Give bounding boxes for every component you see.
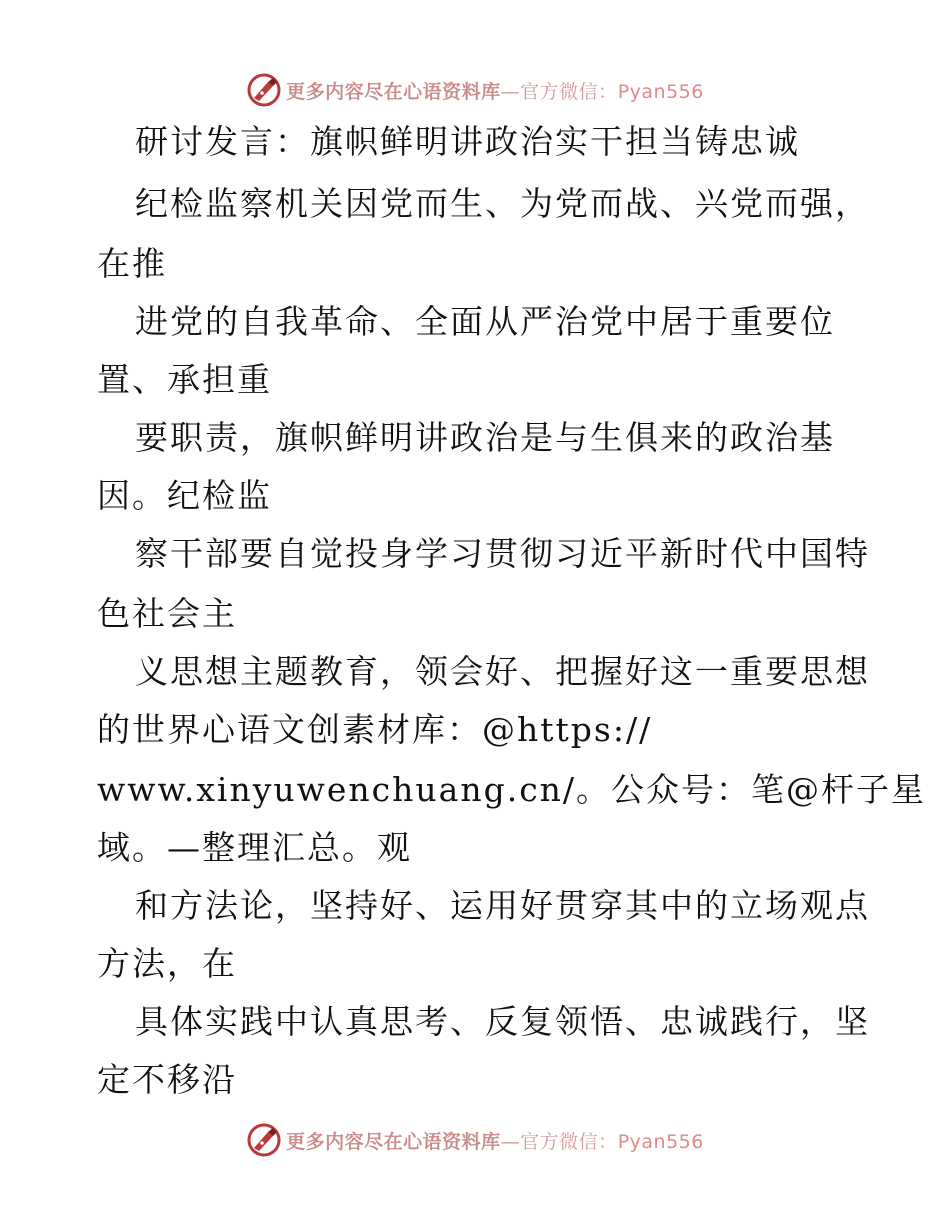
pen-nib-logo-icon xyxy=(246,1122,282,1158)
doc-line: 域。—整理汇总。观 xyxy=(97,828,412,867)
doc-line: 因。纪检监 xyxy=(97,476,272,515)
doc-line: 察干部要自觉投身学习贯彻习近平新时代中国特 xyxy=(135,534,870,573)
doc-line: 义思想主题教育，领会好、把握好这一重要思想 xyxy=(135,652,870,691)
doc-line: 具体实践中认真思考、反复领悟、忠诚践行，坚 xyxy=(135,1002,870,1041)
footer-watermark-sub: 官方微信： xyxy=(520,1130,618,1153)
doc-line: 方法，在 xyxy=(97,944,237,983)
doc-line: 纪检监察机关因党而生、为党而战、兴党而强， xyxy=(135,184,870,223)
header-watermark-main: 更多内容尽在心语资料库 xyxy=(286,80,501,103)
header-watermark-sub: 官方微信： xyxy=(520,80,618,103)
doc-line: 定不移沿 xyxy=(97,1060,237,1099)
header-watermark-banner xyxy=(0,70,950,110)
doc-line: 要职责，旗帜鲜明讲政治是与生俱来的政治基 xyxy=(135,418,835,457)
footer-watermark-text xyxy=(286,1127,704,1154)
doc-line: 进党的自我革命、全面从严治党中居于重要位 xyxy=(135,302,835,341)
doc-line: www.xinyuwenchuang.cn/。公众号：笔@杆子星 xyxy=(97,770,927,809)
footer-watermark-main: 更多内容尽在心语资料库 xyxy=(286,1130,501,1153)
doc-line: 色社会主 xyxy=(97,594,237,633)
doc-line: 和方法论，坚持好、运用好贯穿其中的立场观点 xyxy=(135,886,870,925)
doc-line: 研讨发言：旗帜鲜明讲政治实干担当铸忠诚 xyxy=(135,122,800,161)
header-watermark-wechat-id: Pyan556 xyxy=(617,80,704,103)
footer-watermark-wechat-id: Pyan556 xyxy=(617,1130,704,1153)
doc-line: 置、承担重 xyxy=(97,360,272,399)
doc-line: 在推 xyxy=(97,244,167,283)
footer-watermark-banner xyxy=(0,1120,950,1160)
pen-nib-logo-icon xyxy=(246,72,282,108)
header-watermark-text xyxy=(286,77,704,104)
footer-watermark-separator: — xyxy=(500,1130,521,1153)
doc-line: 的世界心语文创素材库：@https:// xyxy=(97,710,653,749)
header-watermark-separator: — xyxy=(500,80,521,103)
